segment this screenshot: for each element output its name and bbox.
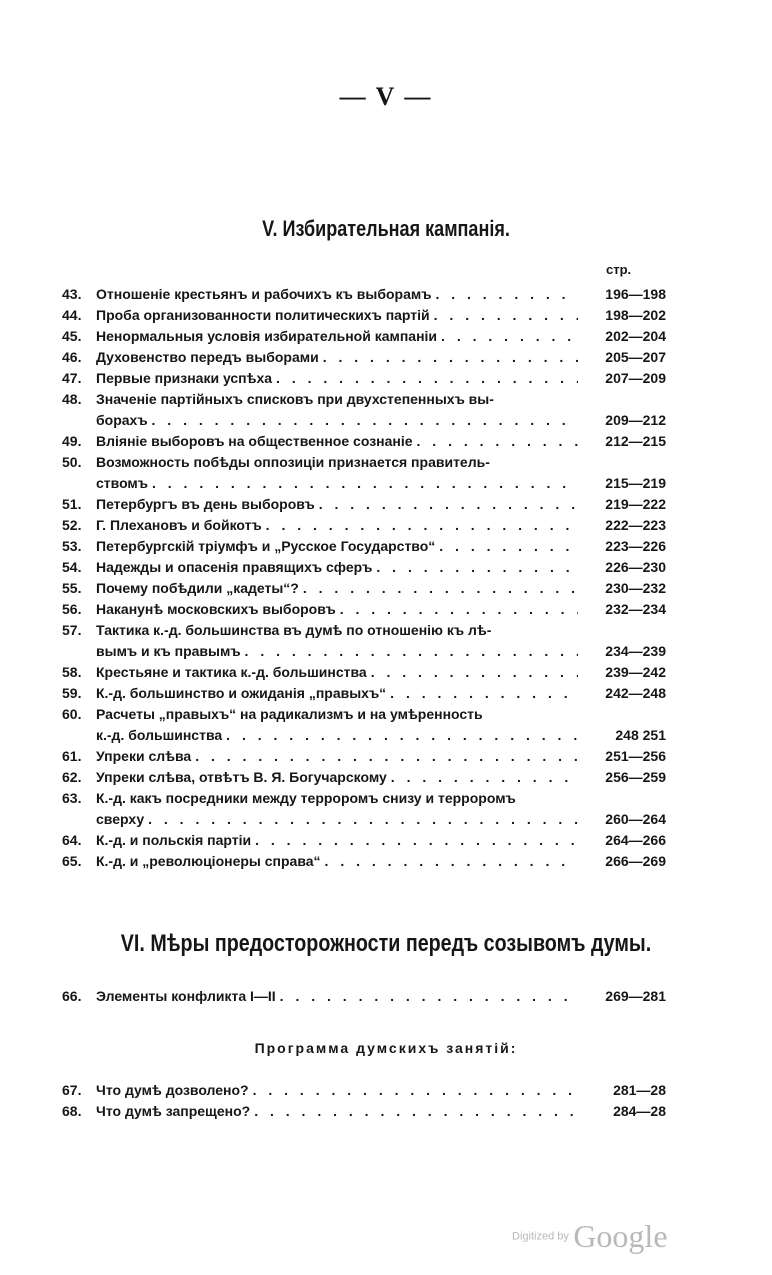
- leader-dots: [226, 725, 578, 746]
- leader-dots: [266, 515, 578, 536]
- entry-number: 54.: [62, 559, 82, 575]
- leader-dots: [391, 767, 578, 788]
- entry-title: Что думѣ запрещено?: [96, 1103, 251, 1119]
- entry-number: 60.: [62, 706, 82, 722]
- toc-entry: [62, 767, 666, 788]
- entry-number: 53.: [62, 538, 82, 554]
- leader-dots: [255, 830, 578, 851]
- entry-pages: 207—209: [605, 370, 666, 386]
- leader-dots: [323, 347, 578, 368]
- entry-title: Упреки слѣва: [96, 748, 192, 764]
- leader-dots: [253, 1080, 578, 1101]
- program-subheading: Программа думскихъ занятій:: [254, 1040, 518, 1056]
- entry-title-continuation: сверху: [96, 811, 145, 827]
- entry-pages: 212—215: [605, 433, 666, 449]
- entry-pages: 209—212: [605, 412, 666, 428]
- entry-title: Тактика к.-д. большинства въ думѣ по отношенію къ лѣ-: [96, 622, 492, 638]
- entry-number: 47.: [62, 370, 82, 386]
- toc-entry: [62, 1080, 666, 1101]
- entry-number: 63.: [62, 790, 82, 806]
- entry-title: Возможность побѣды оппозиціи признается правитель-: [96, 454, 490, 470]
- leader-dots: [441, 326, 578, 347]
- entry-title: Первые признаки успѣха: [96, 370, 273, 386]
- entry-title: Проба организованности политическихъ партій: [96, 307, 430, 323]
- entry-pages: 230—232: [605, 580, 666, 596]
- toc-entry: [62, 788, 666, 830]
- entry-pages: 198—202: [605, 307, 666, 323]
- toc-entry: [62, 578, 666, 599]
- entry-number: 65.: [62, 853, 82, 869]
- entry-title: Отношеніе крестьянъ и рабочихъ къ выборамъ: [96, 286, 432, 302]
- toc-entry: [62, 557, 666, 578]
- entry-number: 44.: [62, 307, 82, 323]
- entry-pages: 251—256: [605, 748, 666, 764]
- entry-number: 56.: [62, 601, 82, 617]
- entry-pages: 205—207: [605, 349, 666, 365]
- entry-title: К.-д. и польскія партіи: [96, 832, 252, 848]
- leader-dots: [280, 986, 578, 1007]
- leader-dots: [340, 599, 578, 620]
- entry-pages: 266—269: [605, 853, 666, 869]
- entry-title: К.-д. большинство и ожиданія „правыхъ“: [96, 685, 387, 701]
- entry-title: Наканунѣ московскихъ выборовъ: [96, 601, 336, 617]
- entry-title: Надежды и опасенія правящихъ сферъ: [96, 559, 373, 575]
- toc-entry: [62, 683, 666, 704]
- leader-dots: [148, 809, 578, 830]
- entry-pages: 264—266: [605, 832, 666, 848]
- leader-dots: [371, 662, 578, 683]
- entry-pages: 219—222: [605, 496, 666, 512]
- entry-number: 43.: [62, 286, 82, 302]
- toc-section-v: [62, 284, 666, 872]
- entry-pages: 239—242: [605, 664, 666, 680]
- leader-dots: [303, 578, 578, 599]
- toc-entry: [62, 305, 666, 326]
- leader-dots: [325, 851, 578, 872]
- section-heading-v: V. Избирательная кампанія.: [262, 216, 510, 241]
- toc-entry: [62, 851, 666, 872]
- leader-dots: [417, 431, 578, 452]
- entry-title: Петербургъ въ день выборовъ: [96, 496, 315, 512]
- toc-section-vi: [62, 986, 666, 1007]
- entry-title: К.-д. и „революціонеры справа“: [96, 853, 321, 869]
- entry-pages: 232—234: [605, 601, 666, 617]
- entry-pages: 260—264: [605, 811, 666, 827]
- entry-pages: 242—248: [605, 685, 666, 701]
- leader-dots: [152, 410, 578, 431]
- entry-number: 50.: [62, 454, 82, 470]
- leader-dots: [435, 284, 578, 305]
- entry-number: 52.: [62, 517, 82, 533]
- entry-number: 64.: [62, 832, 82, 848]
- leader-dots: [276, 368, 578, 389]
- entry-pages: 269—281: [605, 988, 666, 1004]
- leader-dots: [319, 494, 578, 515]
- entry-title-continuation: к.-д. большинства: [96, 727, 223, 743]
- entry-title: Почему побѣдили „кадеты“?: [96, 580, 299, 596]
- leader-dots: [376, 557, 578, 578]
- entry-number: 68.: [62, 1103, 82, 1119]
- entry-title: Петербургскій тріумфъ и „Русское Государство“: [96, 538, 436, 554]
- entry-number: 61.: [62, 748, 82, 764]
- toc-program: [62, 1080, 666, 1122]
- entry-title-continuation: борахъ: [96, 412, 148, 428]
- entry-number: 59.: [62, 685, 82, 701]
- leader-dots: [439, 536, 578, 557]
- entry-title: К.-д. какъ посредники между терроромъ снизу и терроромъ: [96, 790, 516, 806]
- page-column-label: стр.: [606, 262, 632, 277]
- toc-entry: [62, 452, 666, 494]
- entry-number: 49.: [62, 433, 82, 449]
- toc-entry: [62, 1101, 666, 1122]
- entry-title: Ненормальныя условія избирательной кампаніи: [96, 328, 438, 344]
- entry-title: Расчеты „правыхъ“ на радикализмъ и на умѣренность: [96, 706, 483, 722]
- entry-number: 51.: [62, 496, 82, 512]
- entry-title: Что думѣ дозволено?: [96, 1082, 249, 1098]
- entry-pages: 222—223: [605, 517, 666, 533]
- toc-entry: [62, 368, 666, 389]
- entry-number: 46.: [62, 349, 82, 365]
- toc-entry: [62, 326, 666, 347]
- digitized-watermark: [512, 1218, 668, 1255]
- toc-entry: [62, 389, 666, 431]
- entry-number: 48.: [62, 391, 82, 407]
- leader-dots: [254, 1101, 578, 1122]
- toc-entry: [62, 599, 666, 620]
- entry-title-continuation: вымъ и къ правымъ: [96, 643, 241, 659]
- toc-entry: [62, 662, 666, 683]
- entry-title: Вліяніе выборовъ на общественное сознаніе: [96, 433, 413, 449]
- entry-number: 62.: [62, 769, 82, 785]
- toc-entry: [62, 620, 666, 662]
- entry-title: Упреки слѣва, отвѣтъ В. Я. Богучарскому: [96, 769, 387, 785]
- entry-title: Крестьяне и тактика к.-д. большинства: [96, 664, 367, 680]
- entry-pages: 281—28: [613, 1082, 666, 1098]
- entry-title: Элементы конфликта I—II: [96, 988, 276, 1004]
- entry-number: 67.: [62, 1082, 82, 1098]
- entry-number: 58.: [62, 664, 82, 680]
- toc-entry: [62, 347, 666, 368]
- entry-pages: 256—259: [605, 769, 666, 785]
- entry-pages: 234—239: [605, 643, 666, 659]
- leader-dots: [390, 683, 578, 704]
- entry-pages: 284—28: [613, 1103, 666, 1119]
- toc-entry: [62, 746, 666, 767]
- entry-title: Духовенство передъ выборами: [96, 349, 319, 365]
- section-heading-vi: VI. Мѣры предосторожности передъ созывомъ думы.: [120, 930, 652, 957]
- leader-dots: [245, 641, 578, 662]
- entry-number: 45.: [62, 328, 82, 344]
- entry-pages: 226—230: [605, 559, 666, 575]
- toc-entry: [62, 536, 666, 557]
- toc-entry: [62, 704, 666, 746]
- entry-pages: 223—226: [605, 538, 666, 554]
- google-logo: Google: [573, 1218, 668, 1254]
- page-number: — V —: [339, 82, 433, 111]
- entry-pages: 215—219: [605, 475, 666, 491]
- toc-entry: [62, 515, 666, 536]
- toc-entry: [62, 830, 666, 851]
- entry-number: 57.: [62, 622, 82, 638]
- entry-pages: 202—204: [605, 328, 666, 344]
- watermark-prefix: Digitized by: [512, 1230, 569, 1243]
- entry-pages: 248 251: [615, 727, 666, 743]
- toc-entry: [62, 284, 666, 305]
- toc-entry: [62, 986, 666, 1007]
- leader-dots: [152, 473, 578, 494]
- leader-dots: [434, 305, 578, 326]
- entry-title: Г. Плехановъ и бойкотъ: [96, 517, 262, 533]
- toc-entry: [62, 494, 666, 515]
- entry-pages: 196—198: [605, 286, 666, 302]
- entry-title: Значеніе партійныхъ списковъ при двухстепенныхъ вы-: [96, 391, 494, 407]
- entry-number: 66.: [62, 988, 82, 1004]
- leader-dots: [195, 746, 578, 767]
- entry-title-continuation: ствомъ: [96, 475, 148, 491]
- toc-entry: [62, 431, 666, 452]
- entry-number: 55.: [62, 580, 82, 596]
